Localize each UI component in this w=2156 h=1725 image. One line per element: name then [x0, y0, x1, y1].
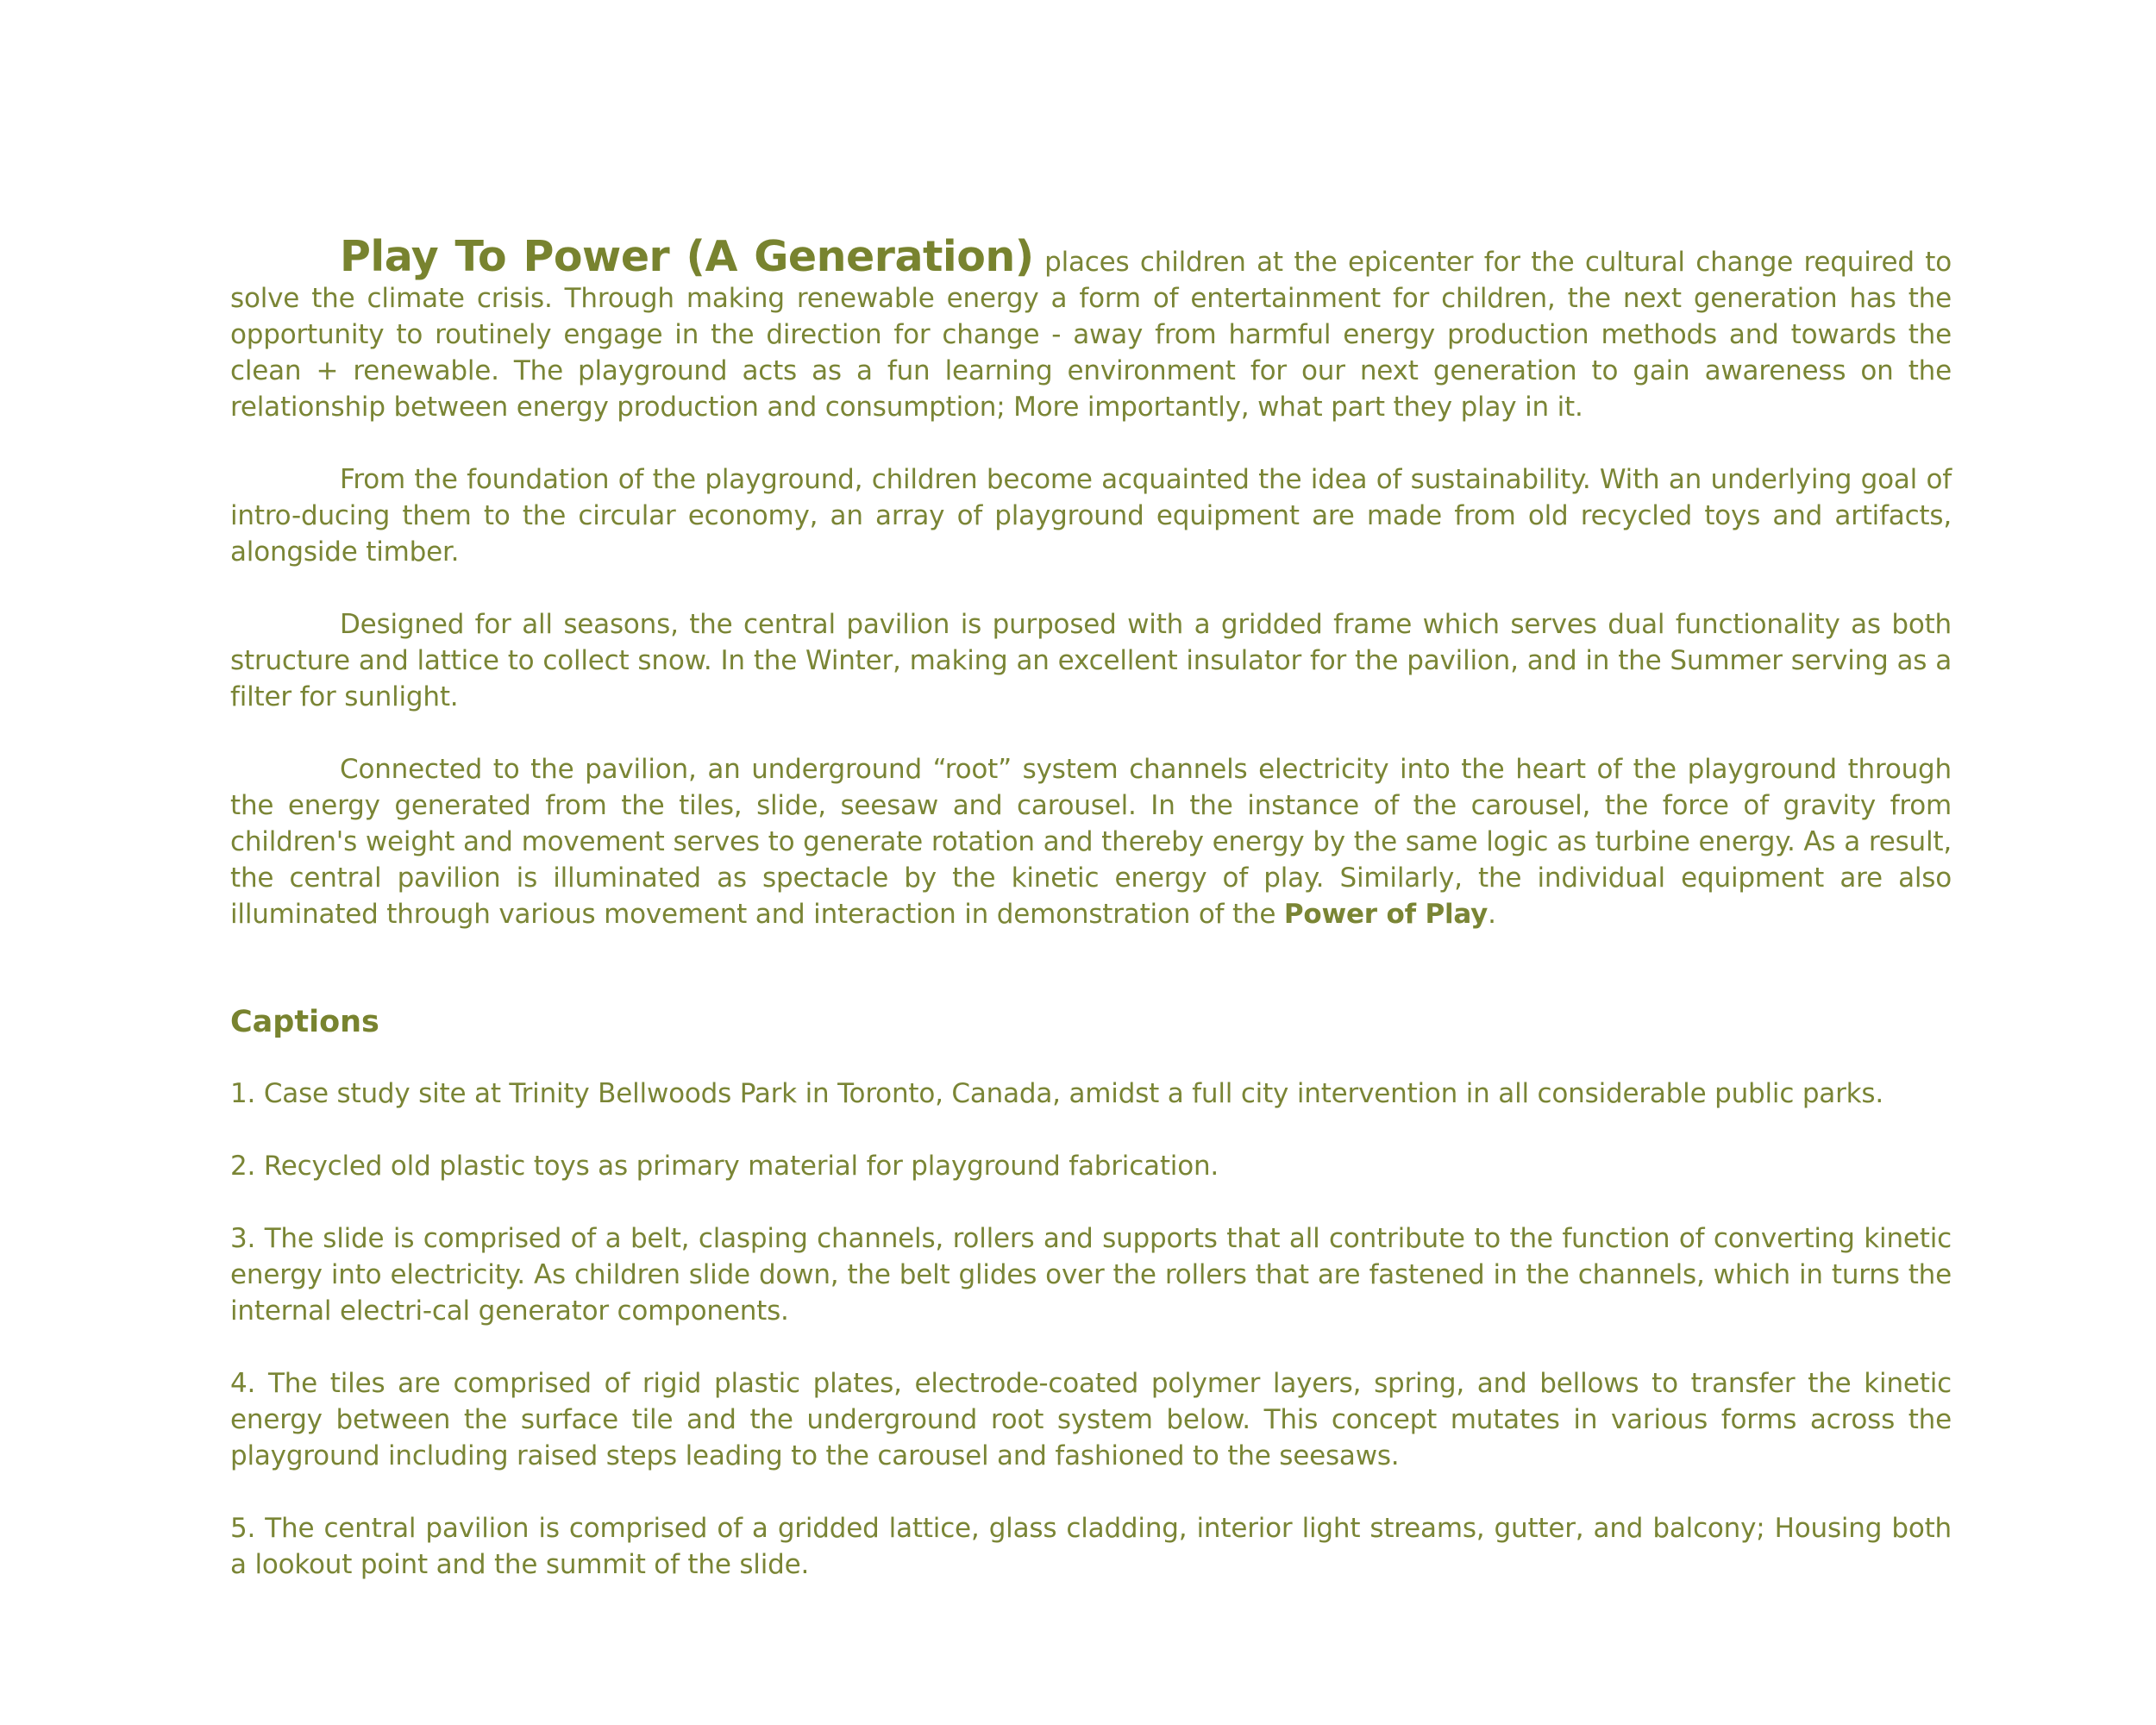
- caption-item: 1. Case study site at Trinity Bellwoods Park in Toronto, Canada, amidst a full city intervention in all considerable public parks.: [230, 1078, 1883, 1109]
- caption-item: 4. The tiles are comprised of rigid plastic plates, electrode-coated polymer layers, spring, and bellows to transfer the kinetic energy between the surface tile and the underground root system below. This concept mutates in various forms across the playground including raised steps leading to the carousel and fashioned to the seesaws.: [230, 1368, 1952, 1471]
- document-title: Play To Power (A Generation): [340, 232, 1034, 281]
- intro-paragraph: [230, 232, 1952, 425]
- captions-heading: Captions: [230, 1005, 379, 1039]
- root-system-paragraph: [230, 751, 1952, 932]
- document-page: [230, 232, 1952, 1619]
- root-system-end: .: [1488, 899, 1496, 930]
- pavilion-paragraph: Designed for all seasons, the central pavilion is purposed with a gridded frame which serves dual functionality as both structure and lattice to collect snow. In the Winter, making an excellent insulator for the pavilion, and in the Summer serving as a filter for sunlight.: [230, 609, 1952, 712]
- caption-item: 3. The slide is comprised of a belt, clasping channels, rollers and supports that all contribute to the function of converting kinetic energy into electricity. As children slide down, the belt glides over the rollers that are fastened in the channels, which in turns the internal electri-cal generator components.: [230, 1223, 1952, 1327]
- caption-item: 5. The central pavilion is comprised of a gridded lattice, glass cladding, interior light streams, gutter, and balcony; Housing both a lookout point and the summit of the slide.: [230, 1513, 1952, 1580]
- root-system-text: Connected to the pavilion, an underground “root” system channels electricity into the heart of the playground through the energy generated from the tiles, slide, seesaw and carousel. In the instance of the carousel, the force of gravity from children's weight and movement serves to generate rotation and thereby energy by the same logic as turbine energy. As a result, the central pavilion is illuminated as spectacle by the kinetic energy of play. Similarly, the individual equipment are also illuminated through various movement and interaction in demonstration of the: [230, 754, 1952, 930]
- foundation-paragraph: From the foundation of the playground, children become acquainted the idea of sustainability. With an underlying goal of intro-ducing them to the circular economy, an array of playground equipment are made from old recycled toys and artifacts, alongside timber.: [230, 464, 1952, 568]
- intro-text: places children at the epicenter for the cultural change required to solve the climate crisis. Through making renewable energy a form of entertainment for children, the next generation has the opportunity to routinely engage in the direction for change - away from harmful energy production methods and towards the clean + renewable. The playground acts as a fun learning environment for our next generation to gain awareness on the relationship between energy production and consumption; More importantly, what part they play in it.: [230, 247, 1952, 423]
- power-of-play-emphasis: Power of Play: [1283, 899, 1489, 930]
- caption-item: 2. Recycled old plastic toys as primary material for playground fabrication.: [230, 1151, 1219, 1182]
